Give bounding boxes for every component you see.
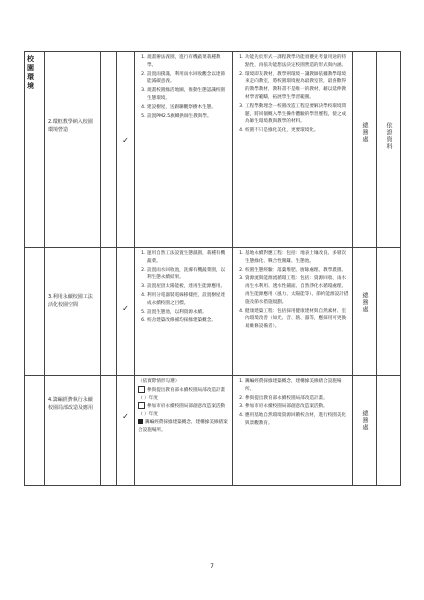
- table-row: [25, 248, 401, 376]
- option-item[interactable]: [138, 419, 229, 435]
- options-box: [135, 376, 232, 437]
- item-cell: [45, 248, 101, 376]
- list-item: 4. 校園不只是綠化美化，更要環境化。: [245, 127, 349, 135]
- actions-list: [135, 52, 232, 123]
- option-label: 參與提出教育部永續校園局部改造計畫（ ）年度: [138, 387, 226, 401]
- page-number: 7: [210, 563, 214, 570]
- item-label: 4.籌編經費執行永續校園局部改造及應用: [48, 397, 94, 411]
- options-title: （依實際情形勾選）: [138, 379, 180, 384]
- remark-label: 依證資料: [385, 122, 392, 150]
- item-label: 3.利用永續校園工法活化校園空間: [48, 294, 93, 308]
- blank-cell: [25, 376, 45, 486]
- list-item: 3. 資源流與能源流循環工程：包括：資源回收、雨水再生水利用、透水性鋪面、自然淨化水循環處理、再生能源應用（風力、太陽能等）、節約能源設計措施及節水措施規劃。: [245, 275, 349, 306]
- list-item: 2. 環境即友教材，教學則環境－讓教師依據教學環境來走向教室，將校園環境視為最教室管，最喜歡得的教學教材，教科書不是唯一的教材，藉以延伸教材學習範疇，拓展學生學習範圍。: [245, 71, 349, 102]
- list-item: 4. 建設樹屋，送跟聯觀察樹木生態。: [147, 104, 229, 112]
- item-cell: [45, 376, 101, 486]
- section-title: 校園環境: [27, 55, 34, 90]
- outcomes-list: [233, 376, 352, 431]
- outcomes-cell: [233, 248, 353, 376]
- item-cell: [45, 52, 101, 248]
- table-row: [25, 52, 401, 248]
- blank-cell: [101, 248, 117, 376]
- list-item: 4. 利用分電器裝電線移樣控，設置樹屋達成永續校園之目標。: [147, 292, 229, 308]
- list-item: 4. 健康建築工程：包括採用健康建材與自然素材、室內環境改善（如光、音、熱、器等，應採用可更換易維修設備者）。: [245, 308, 349, 331]
- list-item: 4. 應用基地自然環境資源回饋校舍材，進行校園美化與景觀教育。: [245, 412, 349, 428]
- evaluation-table: [24, 51, 401, 486]
- unit-label: 總務處: [361, 122, 368, 143]
- check-cell: [117, 52, 135, 248]
- list-item: 5. 設置生態池，以利資源永續。: [147, 309, 229, 317]
- unit-cell: [353, 376, 377, 486]
- check-cell: [117, 376, 135, 486]
- list-item: 1. 功能先於形式－課程教學功能須優先考量用途的特點性，再依功能想法決定校園營造的形式與內涵。: [245, 54, 349, 70]
- list-item: 3. 工程學動理念－校園改造工程是要解決學校環境問題，將同個概入學生操作體驗的學習歷程，使之成為師生環境教與教學的材料。: [245, 103, 349, 126]
- list-item: 1. 運用自然工法設置生態濕園，栽種有機蔬菜。: [147, 250, 229, 266]
- list-item: 1. 基地永續對應工程：包括：地表土壤改良、多層次生態綠化、戰合性圍籬、生態池。: [245, 250, 349, 266]
- list-item: 5. 設置PM2.5旗幟供師生教與學。: [147, 113, 229, 121]
- outcomes-cell: [233, 52, 353, 248]
- options-cell: [135, 376, 233, 486]
- blank-cell: [25, 248, 45, 376]
- outcomes-cell: [233, 376, 353, 486]
- unit-label: 總務處: [361, 292, 368, 313]
- actions-cell: [135, 52, 233, 248]
- blank-cell: [101, 52, 117, 248]
- check-mark: ✓: [122, 304, 129, 313]
- list-item: 2. 校園生態經驗：落葉堆肥、廚餘處理、教學農園。: [245, 267, 349, 275]
- remark-cell: [377, 376, 401, 486]
- checkbox-icon[interactable]: [138, 402, 145, 409]
- outcomes-list: [233, 52, 352, 138]
- check-cell: [117, 248, 135, 376]
- section-title-cell: [25, 52, 45, 248]
- outcomes-list: [233, 248, 352, 334]
- unit-cell: [353, 248, 377, 376]
- option-label: 籌編經費採綠建築概念，建構綠美修繕案合設施場所。: [138, 419, 228, 433]
- list-item: 3. 參加市府永續校園局部創意改造案活動。: [245, 403, 349, 411]
- actions-cell: [135, 248, 233, 376]
- option-label: 參加市府永續校園局部創意改造案活動（ ）年度: [138, 404, 226, 418]
- checkbox-icon[interactable]: [138, 386, 145, 393]
- list-item: 3. 設置屋頂太陽能板，達再生能源應用。: [147, 283, 229, 291]
- actions-list: [135, 248, 232, 328]
- remark-cell: [377, 248, 401, 376]
- option-item[interactable]: [138, 402, 229, 419]
- option-item[interactable]: [138, 386, 229, 403]
- blank-cell: [101, 376, 117, 486]
- list-item: 1. 規畫辦法義園，進行有機蔬菜栽種教學。: [147, 54, 229, 70]
- checked-box-icon[interactable]: [138, 419, 143, 424]
- list-item: 1. 籌編經費採綠建築概念，建構綠美修繕合設施場所。: [245, 378, 349, 394]
- list-item: 2. 設置雨水回收池，洗滌有機蔬菜園，以利生態永續結果。: [147, 267, 229, 283]
- table-row: [25, 376, 401, 486]
- list-item: 2. 參與提出教育部永續校園局部改造計畫。: [245, 395, 349, 403]
- unit-label: 總務處: [361, 410, 368, 431]
- remark-cell: [377, 52, 401, 248]
- check-mark: ✓: [122, 136, 129, 145]
- item-label: 2.環框教學納入校園環境營造: [48, 119, 93, 133]
- list-item: 3. 規畫校園綠活地圖，推動生態認識校園生態環境。: [147, 87, 229, 103]
- list-item: 2. 設置雨撲滿，利用雨水回收觀念以達節能減碳意義。: [147, 71, 229, 87]
- check-mark: ✓: [122, 412, 129, 421]
- list-item: 6. 校舍建築改修補均採綠建築概念。: [147, 317, 229, 325]
- unit-cell: [353, 52, 377, 248]
